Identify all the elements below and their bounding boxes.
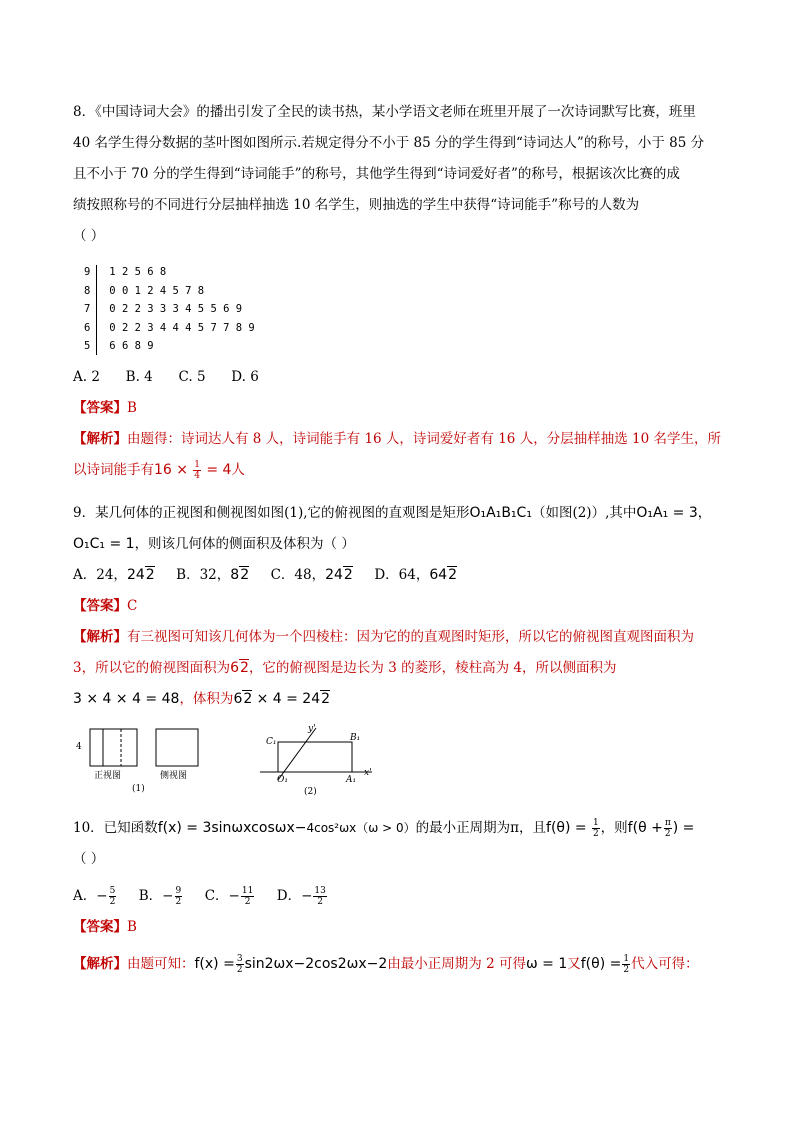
label-a1: A₁ <box>346 775 357 785</box>
q8-analysis-2: 以诗词能手有16 × $\frac{1}{4}$ = 4人 <box>73 460 245 481</box>
q8-answer: 【答案】B <box>73 400 137 416</box>
q8-line-1: 8．《中国诗词大会》的播出引发了全民的读书热，某小学语文老师在班里开展了一次诗词默写比赛，班里 <box>73 104 696 120</box>
fig1-height-label: 4 <box>76 742 82 752</box>
q9-options: A．24，242 B．32，82 C．48，242 D．64，642 <box>73 567 458 583</box>
q8-line-4: 绩按照称号的不同进行分层抽样抽选 10 名学生，则抽选的学生中获得“诗词能手”称号的人数为 <box>73 197 640 213</box>
q10-line-1: 10．已知函数f(x) = 3sinωxcosωx−4cos²ωx（ω > 0）的最小正周期为π，且f(θ) = $\frac{1}{2}$ ，则f(θ + $\frac{\pi}{2}$ ) = <box>73 818 695 839</box>
q9-analysis-2: 3，所以它的俯视图面积为62，它的俯视图是边长为 3 的菱形，棱柱高为 4，所以侧面积为 <box>73 660 617 676</box>
q9-analysis: 【解析】有三视图可知该几何体为一个四棱柱：因为它的的直观图时矩形，所以它的俯视图直观图面积为 <box>73 629 694 645</box>
fig1-caption: (1) <box>132 784 145 794</box>
q9-analysis-3: 3 × 4 × 4 = 48，体积为62 × 4 = 242 <box>73 691 331 707</box>
front-view-label: 正视图 <box>94 771 122 781</box>
q10-options: A．− $\frac{5}{2}$ B．− $\frac{9}{2}$ C．− $\frac{11}{2}$ D．− $\frac{13}{2}$ <box>73 886 326 907</box>
label-y-prime: y' <box>308 724 316 734</box>
q8-analysis: 【解析】由题得：诗词达人有 8 人，诗词能手有 16 人，诗词爱好者有 16 人，分层抽样抽选 10 名学生，所 <box>73 431 721 447</box>
stem-divider <box>96 265 97 355</box>
q10-answer: 【答案】B <box>73 919 137 935</box>
label-x-prime: x' <box>364 768 372 778</box>
fig2-caption: (2) <box>304 787 317 797</box>
figure-2 <box>258 722 378 798</box>
q10-analysis: 【解析】由题可知：f(x) = $\frac{3}{2}$ sin2ωx−2cos2ωx−2由最小正周期为 2 可得ω = 1又f(θ) = $\frac{1}{2}$ 代入可得： <box>73 954 699 975</box>
question-8 <box>73 97 723 252</box>
stem-row: 5 6 6 8 9 <box>84 340 154 352</box>
label-c1: C₁ <box>266 737 277 747</box>
figure-1 <box>72 727 212 797</box>
figure-1-svg <box>72 727 212 797</box>
rectangle-o1a1b1c1 <box>278 742 352 772</box>
q9-line-1: 9．某几何体的正视图和侧视图如图(1),它的俯视图的直观图是矩形O₁A₁B₁C₁（如图(2)）,其中O₁A₁ = 3， <box>73 505 712 521</box>
stem-row: 9 1 2 5 6 8 <box>84 266 167 278</box>
label-b1: B₁ <box>350 733 361 743</box>
figure-2-svg <box>258 722 378 798</box>
front-view-rect <box>90 729 137 766</box>
q8-paren: （ ） <box>73 228 105 244</box>
q9-answer: 【答案】C <box>73 598 138 614</box>
stem-leaf-plot <box>84 263 255 356</box>
side-view-label: 侧视图 <box>160 771 188 781</box>
side-view-rect <box>156 729 198 766</box>
q9-line-2: O₁C₁ = 1，则该几何体的侧面积及体积为（ ） <box>73 536 355 552</box>
question-10 <box>73 813 723 980</box>
q8-line-2: 40 名学生得分数据的茎叶图如图所示.若规定得分不小于 85 分的学生得到“诗词达人”的称号，小于 85 分 <box>73 135 705 151</box>
stem-row: 7 0 2 2 3 3 3 4 5 5 6 9 <box>84 303 243 315</box>
question-9 <box>73 498 723 715</box>
label-o1: O₁ <box>277 775 288 785</box>
q10-paren: （ ） <box>73 851 105 867</box>
stem-row: 8 0 0 1 2 4 5 7 8 <box>84 284 205 297</box>
q8-options: A. 2 B. 4 C. 5 D. 6 <box>73 369 259 385</box>
q8-body <box>73 362 723 486</box>
stem-row: 6 0 2 2 3 4 4 4 5 7 7 8 9 <box>84 321 255 334</box>
q8-line-3: 且不小于 70 分的学生得到“诗词能手”的称号，其他学生得到“诗词爱好者”的称号，根据该次比赛的成 <box>73 166 680 182</box>
